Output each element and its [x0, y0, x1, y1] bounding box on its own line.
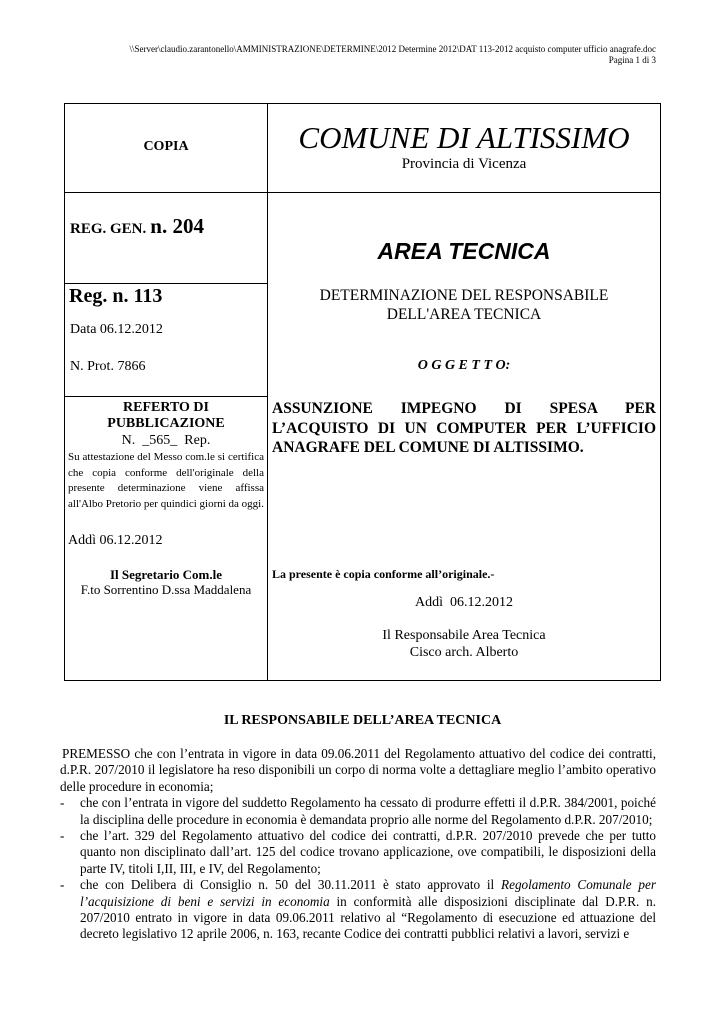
bullet-text-part2: in conformità alle disposizioni disciplinate dal D.P.R. n. 207/2010 entrato in vigore in data 09.06.2011 relativo al “Regolamento di esecuzione ed attuazione del decreto legislativo 12 aprile 2006, n. 163, recante Codice dei contratti pubblici relativi a lavori, servizi e	[80, 893, 657, 942]
section-heading: IL RESPONSABILE DELL’AREA TECNICA	[223, 713, 502, 728]
oggetto-label: O G G E T T O:	[417, 358, 511, 373]
responsabile-name: Cisco arch. Alberto	[409, 645, 519, 660]
copia-label: COPIA	[143, 139, 189, 154]
bullet-text: che con l’entrata in vigore del suddetto Regolamento ha cessato di produrre effetti il d.P.R. 384/2001, poiché la disciplina delle procedure in economia è demandata proprio alle norme del Regolamento d.P.R. 207/2010;	[80, 795, 656, 827]
file-path-header	[130, 44, 656, 66]
file-path: \\Server\claudio.zarantonello\AMMINISTRAZIONE\DETERMINE\2012 Determine 2012\DAT 113-2012 acquisto computer ufficio anagrafe.doc	[129, 44, 656, 54]
data-line: Data 06.12.2012	[70, 322, 163, 337]
body-text	[60, 746, 656, 943]
responsabile-title: Il Responsabile Area Tecnica	[382, 628, 546, 643]
referto-title	[64, 400, 268, 432]
reg-gen	[70, 214, 204, 239]
prot-line: N. Prot. 7866	[70, 359, 146, 374]
referto-title-line2: PUBBLICAZIONE	[107, 416, 225, 431]
provincia: Provincia di Vicenza	[401, 156, 527, 172]
referto-addi: Addì 06.12.2012	[68, 533, 163, 548]
area-tecnica: AREA TECNICA	[377, 238, 551, 264]
determinazione-line2: DELL'AREA TECNICA	[386, 306, 542, 323]
determinazione-line1: DETERMINAZIONE DEL RESPONSABILE	[319, 287, 609, 304]
list-item	[60, 828, 656, 877]
segretario-title: Il Segretario Com.le	[109, 567, 223, 582]
bullet-text: che l’art. 329 del Regolamento attuativo del codice dei contratti, d.P.R. 207/2010 prevede che per tutto quanto non disciplinato dall’art. 125 del codice trovano applicazione, ove compatibili, le disposizioni della parte IV, titoli I,II, III, e IV, del Regolamento;	[80, 828, 656, 876]
regolamento-title: Regolamento Comunale per l’acquisizione di beni e servizi in economia	[80, 877, 656, 909]
reg-gen-label: REG. GEN.	[70, 221, 147, 237]
bullet-text-part1: che con Delibera di Consiglio n. 50 del 30.11.2011 è stato approvato il	[80, 877, 502, 893]
responsabile-signature	[267, 627, 661, 661]
reg-gen-number: n. 204	[150, 214, 204, 238]
segretario-name: F.to Sorrentino D.ssa Maddalena	[80, 582, 252, 597]
oggetto-text: ASSUNZIONE IMPEGNO DI SPESA PER L’ACQUISTO DI UN COMPUTER PER L’UFFICIO ANAGRAFE DEL COMUNE DI ALTISSIMO.	[272, 400, 656, 456]
referto-title-line1: REFERTO DI	[123, 400, 209, 415]
bullet-dash: -	[60, 828, 65, 844]
list-item	[60, 877, 656, 943]
bullet-dash: -	[60, 795, 65, 811]
premesso-paragraph	[60, 746, 656, 795]
page-number: Pagina 1 di 3	[608, 55, 656, 65]
referto-number: N. _565_ Rep.	[121, 433, 211, 448]
bullet-dash: -	[60, 877, 65, 893]
list-item	[60, 795, 656, 828]
conforme-note: La presente è copia conforme all’originale.-	[272, 567, 495, 581]
reg-number: Reg. n. 113	[69, 285, 163, 307]
determinazione	[267, 286, 661, 324]
referto-text: Su attestazione del Messo com.le si certifica che copia conforme dell'originale della presente determinazione viene affissa all'Albo Pretorio per quindici giorni da oggi.	[68, 451, 264, 510]
premesso-text: PREMESSO che con l’entrata in vigore in data 09.06.2011 del Regolamento attuativo del codice dei contratti, d.P.R. 207/2010 il legislatore ha reso disponibili un corpo di norma volte a dettagliare meglio l’ambito operativo delle procedure in economia;	[60, 746, 656, 794]
comune-title: COMUNE DI ALTISSIMO	[298, 120, 630, 155]
right-addi: Addì 06.12.2012	[415, 595, 513, 610]
